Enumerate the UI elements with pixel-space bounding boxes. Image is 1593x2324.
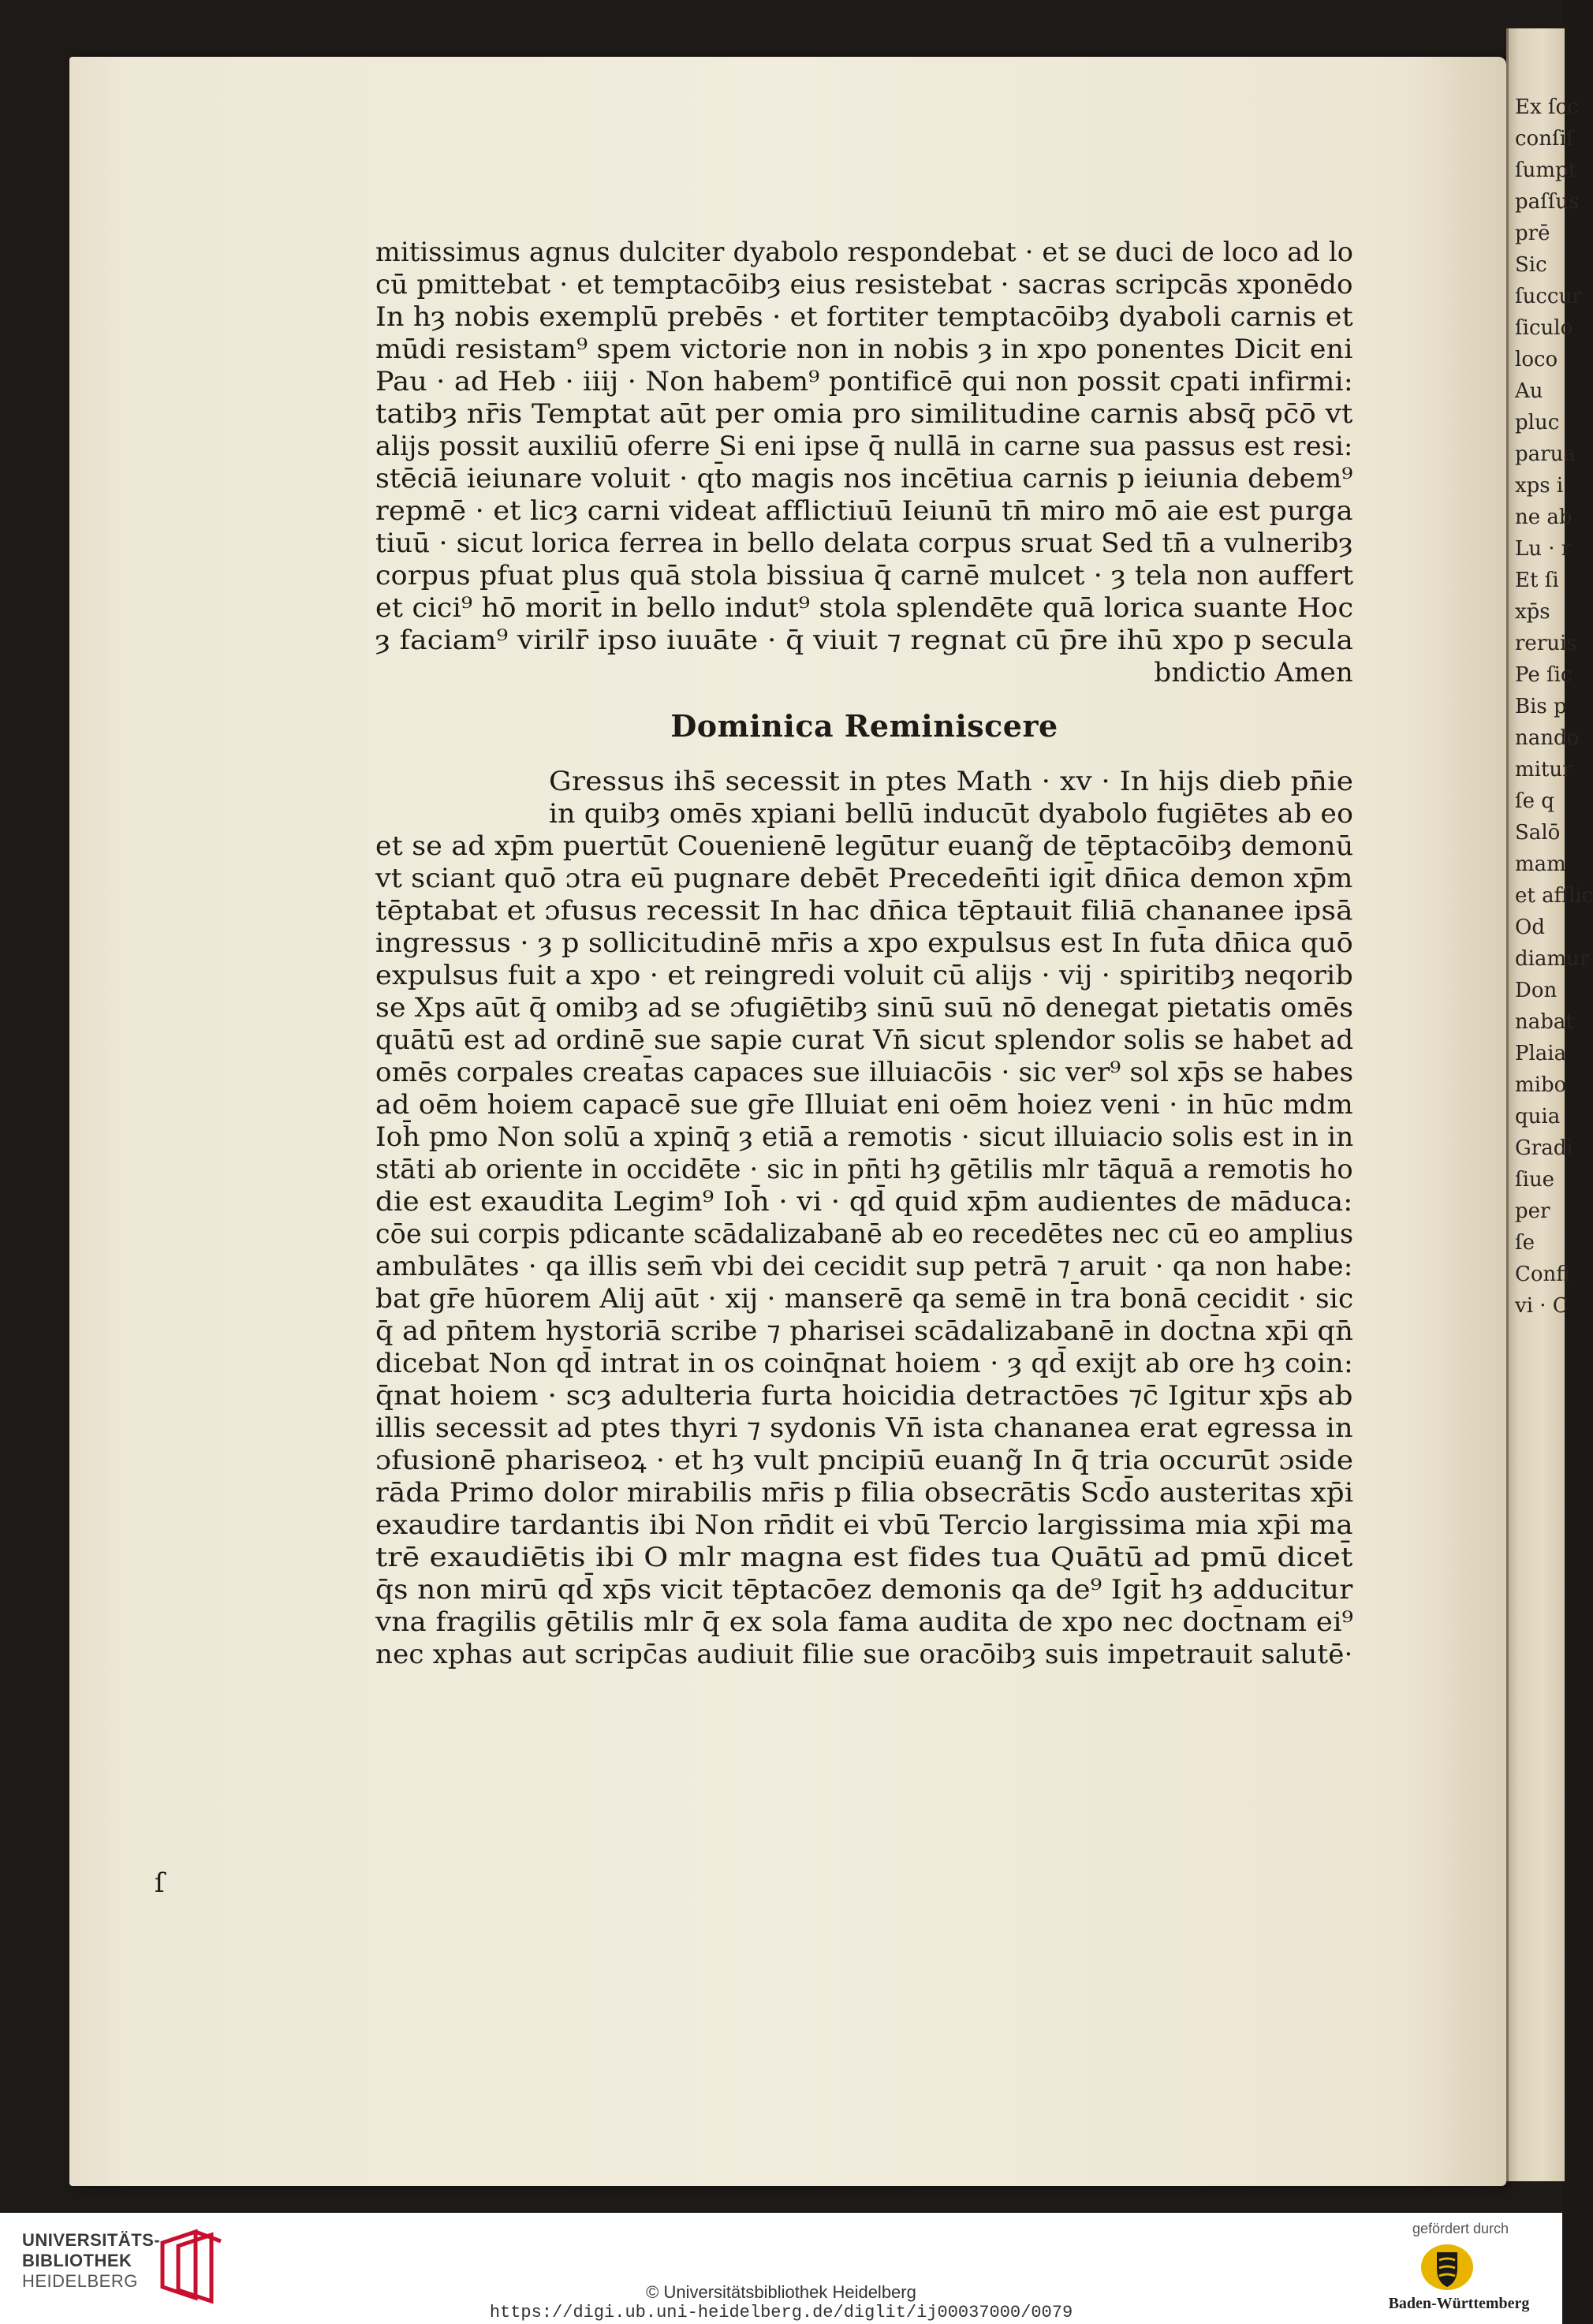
text-line: se Xps aūt q̄ omibȝ ad se ɔfugiētibȝ sinū suū nō denegat pietatis omēs	[375, 992, 1354, 1024]
text-line: q̄ ad pn̄tem hystoriā scribe ⁊ pharisei scādalizabanē in doct̄na xp̄i qn̄	[375, 1315, 1354, 1347]
text-line: quātū est ad ordinē sue sapie curat Vn̄ sicut splendor solis se habet ad	[375, 1024, 1354, 1056]
stray-ink-mark: ſ	[155, 1867, 165, 1899]
text-line: alijs possit auxiliū oferre Si eni ipse q̄ nullā in carne sua passus est resi:	[375, 431, 1353, 462]
text-line: exaudire tardantis ibi Non rn̄dit ei vbū Tercio largissima mia xp̄i ma	[375, 1509, 1353, 1541]
edge-text-fragment: xp̄s	[1515, 600, 1550, 624]
text-line: vt sciant quō ɔtra eū pugnare debēt Preceden̄ti igit̄ dn̄ica demon xp̄m	[375, 863, 1353, 894]
text-line: tēptabat et ɔfusus recessit In hac dn̄ica tēptauit filiā chananee ipsā	[375, 895, 1353, 927]
text-line: repmē · et licȝ carni videat afflictiuū Ieiunū tn̄ miro mō aie est purga	[375, 495, 1353, 527]
edge-text-fragment: vi · C	[1515, 1294, 1569, 1318]
edge-text-fragment: reruis	[1515, 632, 1577, 655]
text-line: vna fragilis gētilis mlr q̄ ex sola fama audita de xpo nec doct̄nam ei⁹	[375, 1606, 1354, 1638]
edge-text-fragment: ſuccur	[1515, 285, 1582, 308]
text-line: trē exaudiētis ibi O mlr magna est fides tua Quātū ad pmū dicet̄	[375, 1542, 1353, 1573]
paragraph-lent-sermon	[375, 237, 1353, 657]
edge-text-fragment: quia	[1515, 1105, 1561, 1128]
edge-text-fragment: Od	[1515, 916, 1545, 939]
text-line: Gressus ihs̄ secessit in ptes Math · xv · In hijs dieb pn̄ie	[549, 766, 1354, 797]
edge-text-fragment: mam	[1515, 852, 1566, 876]
edge-text-fragment: Et ſi	[1515, 569, 1559, 592]
text-line: ambulātes · qa illis sem̄ vbi dei cecidit sup petrā ⁊ aruit · qa non habe:	[375, 1251, 1353, 1282]
text-line: mitissimus agnus dulciter dyabolo respondebat · et se duci de loco ad lo	[375, 237, 1354, 268]
text-line: q̄nat hoiem · scȝ adulteria furta hoicidia detractōes ⁊c̄ Igitur xp̄s ab	[375, 1380, 1353, 1412]
edge-text-fragment: Bis p	[1515, 695, 1567, 718]
text-line: mūdi resistam⁹ spem victorie non in nobis ȝ in xpo ponentes Dicit eni	[375, 334, 1353, 365]
text-line: In hȝ nobis exemplū prebēs · et fortiter temptacōibȝ dyaboli carnis et	[375, 301, 1353, 333]
edge-text-fragment: conſiſ	[1515, 127, 1574, 151]
text-line: cōe sui corpis pdicante scādalizabanē ab eo recedētes nec cū eo amplius	[375, 1218, 1354, 1250]
text-line: Pau · ad Heb · iiij · Non habem⁹ pontificē qui non possit cpati infirmi:	[375, 366, 1353, 397]
text-line: ad oēm hoiem capacē sue gr̄e Illuiat eni oēm hoiez veni · in hūc mdm	[375, 1089, 1353, 1121]
permalink-url[interactable]: https://digi.ub.uni-heidelberg.de/diglit/ij00037000/0079	[489, 2303, 1073, 2322]
edge-text-fragment: loco	[1515, 348, 1558, 371]
text-line: stāti ab oriente in occidēte · sic in pn̄ti hȝ gētilis mlr tāquā a remotis ho	[375, 1154, 1353, 1185]
text-line-closing: bndictio Amen	[1154, 657, 1353, 688]
edge-text-fragment: nando	[1515, 726, 1580, 750]
text-line: dicebat Non qd̄ intrat in os coinq̄nat hoiem · ȝ qd̄ exijt ab ore hȝ coin:	[375, 1348, 1353, 1379]
edge-text-fragment: ſe q	[1515, 789, 1554, 813]
edge-text-fragment: Confi	[1515, 1263, 1570, 1286]
edge-text-fragment: Gradi	[1515, 1136, 1573, 1160]
library-name-line: HEIDELBERG	[22, 2271, 138, 2291]
edge-text-fragment: parua	[1515, 442, 1576, 466]
edge-text-fragment: xps i	[1515, 474, 1564, 498]
edge-text-fragment: ſe	[1515, 1231, 1535, 1255]
text-line: corpus pfuat plus quā stola bissiua q̄ carnē mulcet · ȝ tela non auffert	[375, 560, 1354, 591]
edge-text-fragment: Ex ſcc	[1515, 95, 1579, 119]
text-line: stēciā ieiunare voluit · qt̄o magis nos incētiua carnis p ieiunia debem⁹	[375, 463, 1353, 494]
edge-text-fragment: ne ab	[1515, 505, 1572, 529]
edge-text-fragment: mitur	[1515, 758, 1572, 782]
funder-label: Baden-Württemberg	[1388, 2295, 1530, 2312]
text-line: tiuū · sicut lorica ferrea in bello delata corpus sruat Sed tn̄ a vulneribȝ	[375, 528, 1353, 559]
library-name-line: BIBLIOTHEK	[22, 2251, 132, 2270]
text-line: ɔfusionē phariseoꝝ · et hȝ vult pncipiū euang̃ In q̄ tria occurūt ɔside	[375, 1445, 1354, 1476]
text-line: omēs corpales creat̄as capaces sue illuiacōis · sic ver⁹ sol xp̄s se habes	[375, 1057, 1354, 1088]
edge-text-fragment: et afflic	[1515, 884, 1593, 908]
text-line: bat gr̄e hūorem Alij aūt · xij · manserē qa semē in t̄ra bonā cecidit · sic	[375, 1283, 1354, 1315]
edge-text-fragment: nabat	[1515, 1010, 1574, 1034]
edge-text-fragment: prē	[1515, 222, 1550, 245]
text-line: tatibȝ nr̄is Temptat aūt per omia pro similitudine carnis absq̄ pc̄ō vt	[375, 398, 1353, 430]
text-line: et cici⁹ hō morit̄ in bello indut⁹ stola splendēte quā lorica suante Hoc	[375, 592, 1354, 624]
page-text	[375, 237, 1353, 1671]
edge-text-fragment: Au	[1515, 379, 1543, 403]
edge-text-fragment: ſumpt	[1515, 159, 1577, 182]
edge-text-fragment: mibo	[1515, 1073, 1567, 1097]
baden-wuerttemberg-emblem-icon	[1420, 2243, 1475, 2292]
library-name-line: UNIVERSITÄTS-	[22, 2230, 161, 2250]
section-heading: Dominica Reminiscere	[670, 708, 1058, 744]
text-line: q̄s non mirū qd̄ xp̄s vicit tēptacōez demonis qa de⁹ Igit̄ hȝ adducitur	[375, 1574, 1353, 1606]
text-line: in quibȝ omēs xpiani bellū inducūt dyabolo fugiētes ab eo	[549, 798, 1354, 830]
next-page-edge	[1506, 28, 1593, 2181]
edge-text-fragment: Pe ſic	[1515, 663, 1572, 687]
edge-text-fragment: diamur	[1515, 947, 1590, 971]
edge-text-fragment: ſiculo	[1515, 316, 1573, 340]
text-line: ingressus · ȝ p sollicitudinē mr̄is a xpo expulsus est In fut̄a dn̄ica quō	[375, 927, 1353, 959]
text-line: illis secessit ad ptes thyri ⁊ sydonis Vn̄ ista chananea erat egressa in	[375, 1412, 1353, 1444]
edge-text-fragment: Lu · r	[1515, 537, 1572, 561]
edge-text-fragment: pluc	[1515, 411, 1560, 435]
edge-text-fragment: Don	[1515, 979, 1558, 1002]
edge-text-fragment: Salō	[1515, 821, 1561, 845]
text-line: expulsus fuit a xpo · et reingredi voluit cū alijs · vij · spiritibȝ neqorib	[375, 960, 1353, 991]
text-line: nec xphas aut scripc̄as audiuit filie sue oracōibȝ suis impetrauit salutē·	[375, 1639, 1353, 1670]
text-line: Ioh̄ pmo Non solū a xpinq̄ ȝ etiā a remotis · sicut illuiacio solis est in in	[375, 1121, 1354, 1153]
edge-text-fragment: paſſus	[1515, 190, 1580, 214]
text-line: die est exaudita Legim⁹ Ioh̄ · vi · qd̄ quid xp̄m audientes de māduca:	[375, 1186, 1353, 1218]
text-line: rāda Primo dolor mirabilis mr̄is p filia obsecrātis Scd̄o austeritas xp̄i	[375, 1477, 1354, 1509]
text-line: cū pmittebat · et temptacōibȝ eius resistebat · sacras scripcās xponēdo	[375, 269, 1353, 300]
edge-text-fragment: ſiue	[1515, 1168, 1555, 1192]
edge-text-fragment: per	[1515, 1199, 1550, 1223]
edge-text-fragment: Sic	[1515, 253, 1547, 277]
funded-by-label: gefördert durch	[1412, 2221, 1509, 2236]
footer-bar	[0, 2213, 1562, 2324]
copyright-notice: © Universitätsbibliothek Heidelberg	[646, 2282, 916, 2302]
edge-text-fragment: Plaia	[1515, 1042, 1567, 1065]
text-line: et se ad xp̄m puertūt Couenienē legūtur euang̃ de tēptacōibȝ demonū	[375, 830, 1354, 862]
paragraph-reminiscere	[375, 766, 1353, 1671]
text-line: ȝ faciam⁹ virilr̄ ipso iuuāte · q̄ viuit ⁊ regnat cū p̄re ihū xpo p secula	[375, 625, 1354, 656]
